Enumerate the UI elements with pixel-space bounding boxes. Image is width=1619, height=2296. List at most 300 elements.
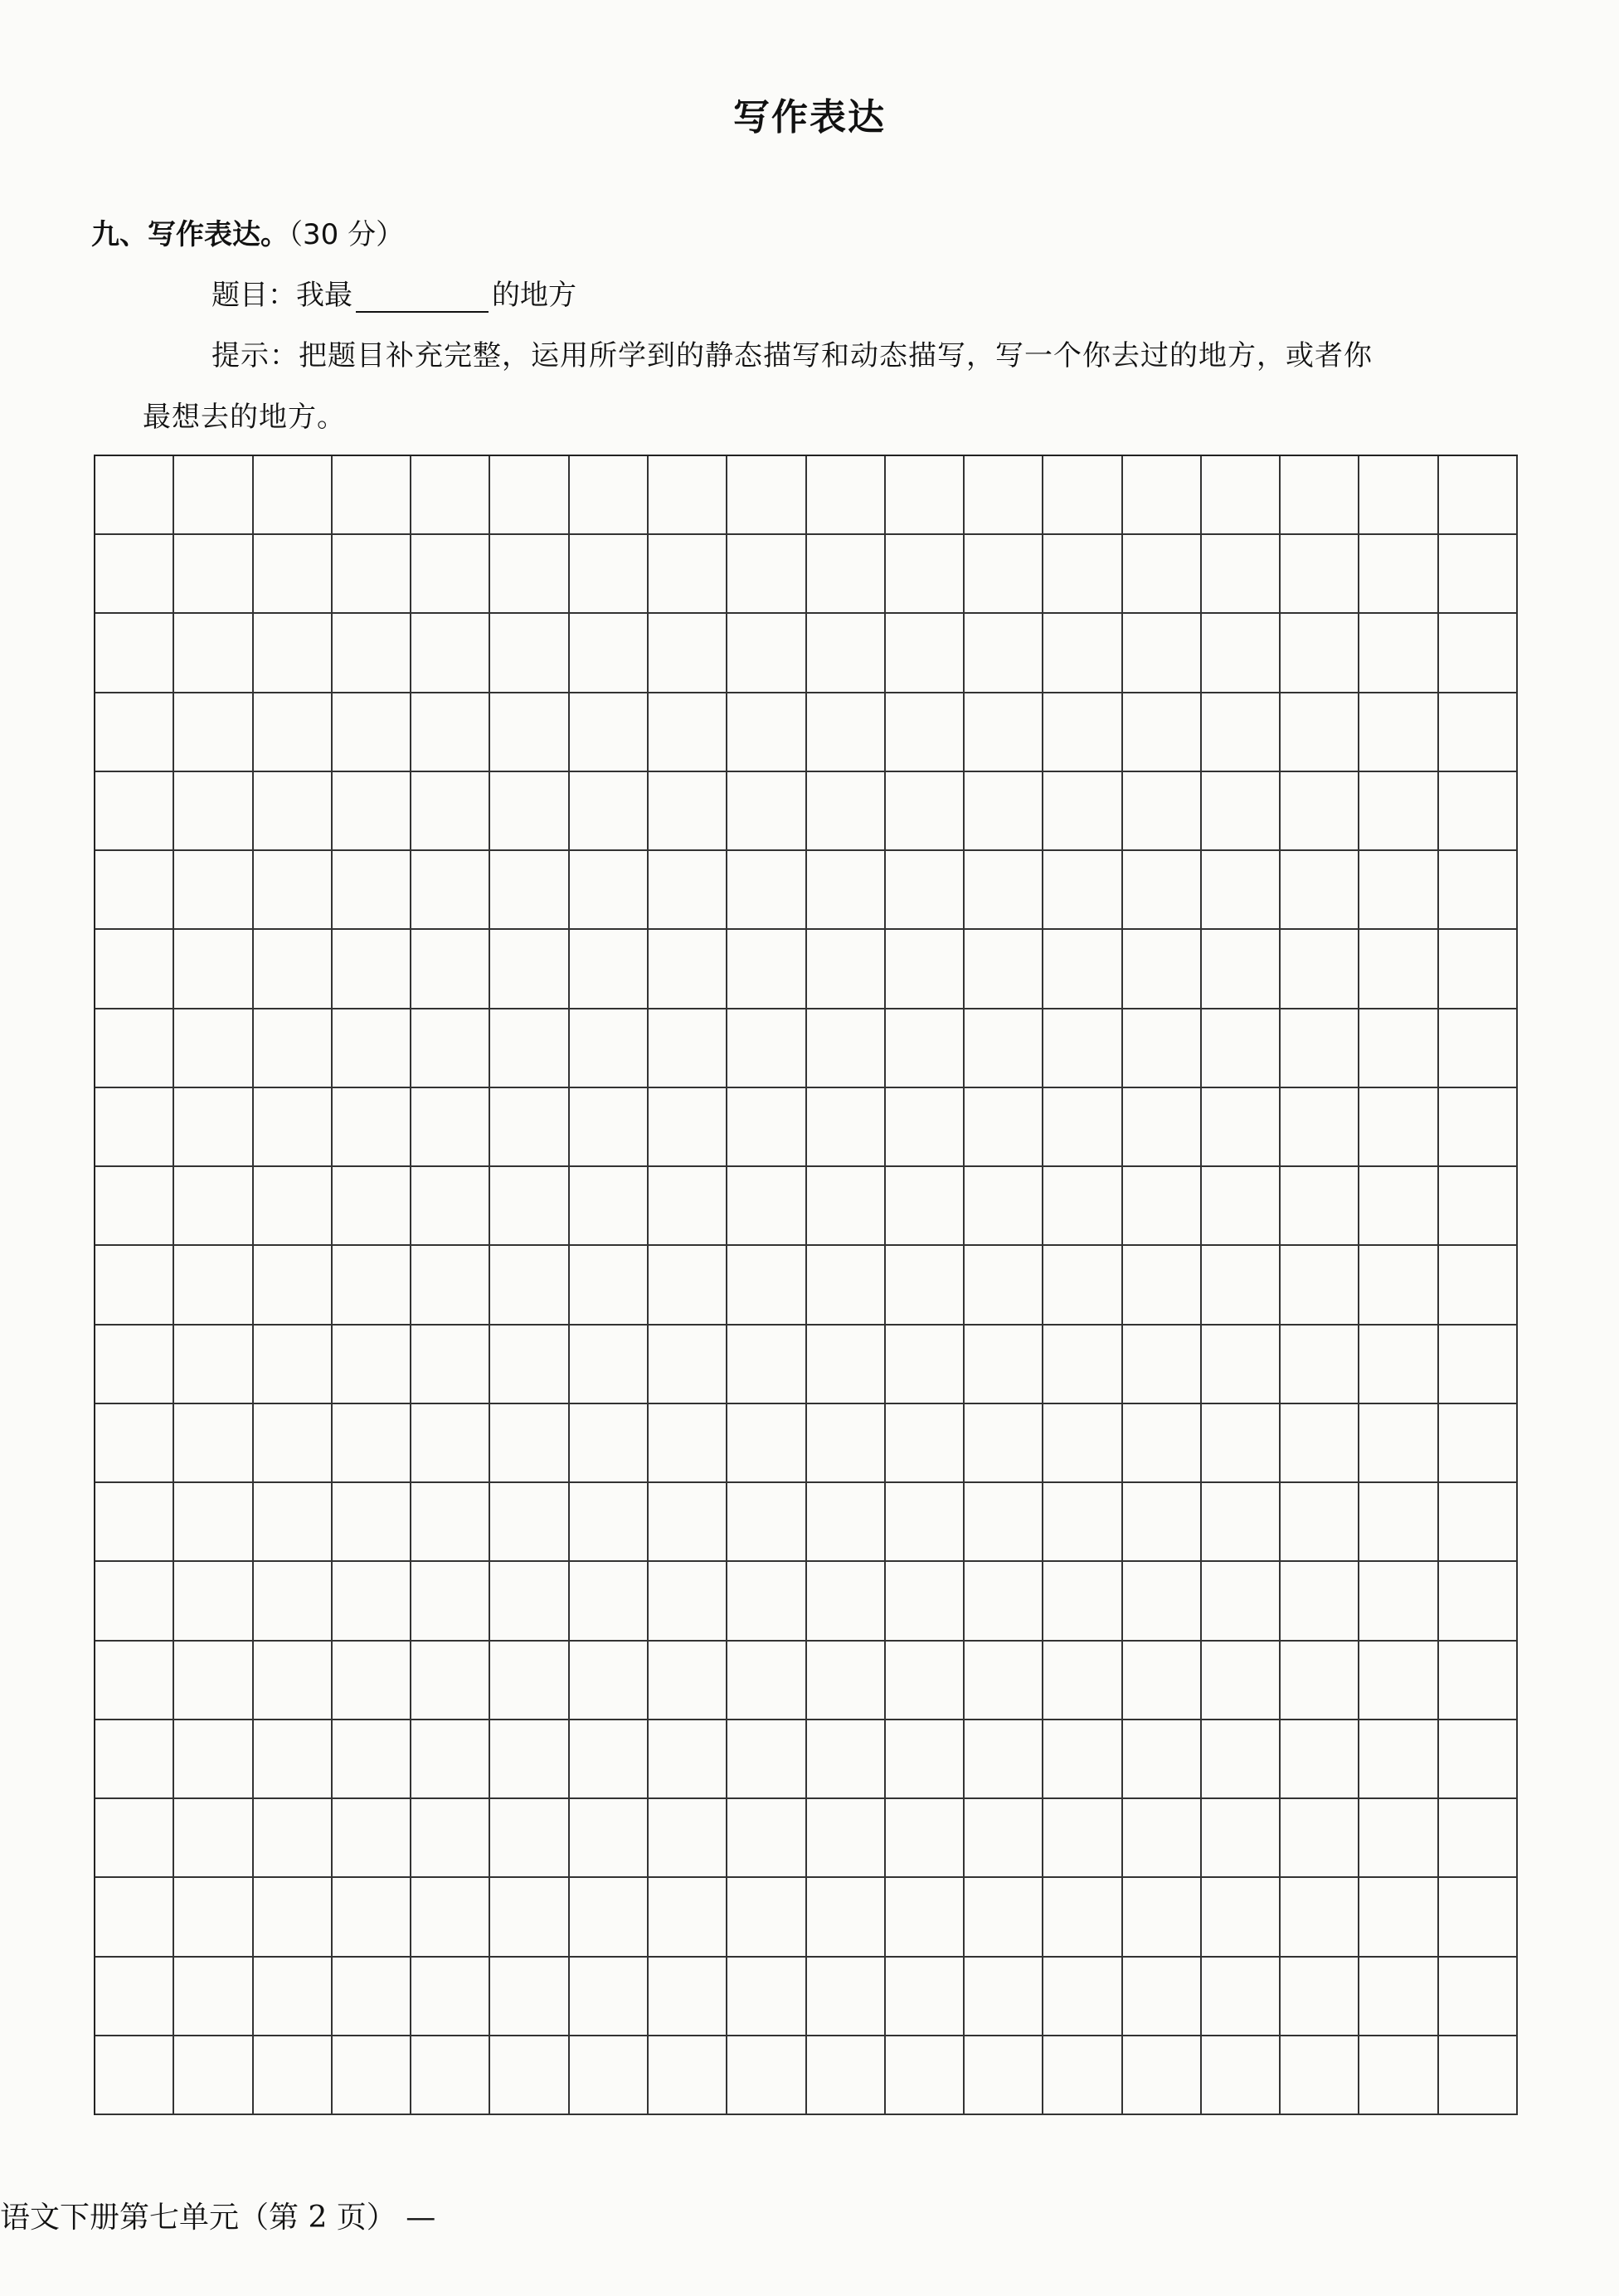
grid-cell[interactable] [727,1799,806,1878]
grid-cell[interactable] [649,1642,727,1720]
grid-cell[interactable] [1439,535,1518,614]
grid-cell[interactable] [965,1799,1043,1878]
topic-fill-blank[interactable] [356,281,489,313]
grid-cell[interactable] [174,1167,253,1246]
grid-cell[interactable] [333,1720,411,1799]
grid-cell[interactable] [807,1009,886,1088]
grid-cell[interactable] [1202,1404,1281,1483]
grid-cell[interactable] [570,456,649,535]
grid-cell[interactable] [886,1404,965,1483]
grid-cell[interactable] [570,1642,649,1720]
grid-cell[interactable] [1439,1720,1518,1799]
grid-cell[interactable] [411,772,490,851]
grid-cell[interactable] [174,456,253,535]
grid-cell[interactable] [95,851,174,930]
grid-cell[interactable] [1359,1167,1438,1246]
grid-cell[interactable] [807,1404,886,1483]
grid-cell[interactable] [1202,1720,1281,1799]
grid-cell[interactable] [1123,1642,1202,1720]
grid-cell[interactable] [95,535,174,614]
grid-cell[interactable] [1202,772,1281,851]
grid-cell[interactable] [1043,614,1122,693]
grid-cell[interactable] [95,1404,174,1483]
grid-cell[interactable] [965,456,1043,535]
grid-cell[interactable] [1043,772,1122,851]
grid-cell[interactable] [95,1167,174,1246]
grid-cell[interactable] [1123,2036,1202,2115]
grid-cell[interactable] [807,1720,886,1799]
grid-cell[interactable] [1281,1878,1359,1957]
grid-cell[interactable] [1043,1562,1122,1641]
grid-cell[interactable] [649,693,727,772]
grid-cell[interactable] [1202,930,1281,1009]
grid-cell[interactable] [1043,1009,1122,1088]
grid-cell[interactable] [490,1326,569,1404]
grid-cell[interactable] [886,1642,965,1720]
grid-cell[interactable] [965,1958,1043,2036]
grid-cell[interactable] [1123,1246,1202,1325]
grid-cell[interactable] [649,1246,727,1325]
grid-cell[interactable] [886,851,965,930]
grid-cell[interactable] [411,535,490,614]
grid-cell[interactable] [1202,1562,1281,1641]
grid-cell[interactable] [1043,1483,1122,1562]
grid-cell[interactable] [1202,614,1281,693]
grid-cell[interactable] [1202,1088,1281,1167]
grid-cell[interactable] [1439,614,1518,693]
grid-cell[interactable] [333,535,411,614]
grid-cell[interactable] [95,772,174,851]
grid-cell[interactable] [886,1483,965,1562]
grid-cell[interactable] [490,1483,569,1562]
grid-cell[interactable] [490,1642,569,1720]
grid-cell[interactable] [1359,1009,1438,1088]
grid-cell[interactable] [570,1483,649,1562]
grid-cell[interactable] [1439,1958,1518,2036]
grid-cell[interactable] [174,1088,253,1167]
grid-cell[interactable] [411,851,490,930]
grid-cell[interactable] [490,1167,569,1246]
grid-cell[interactable] [965,1483,1043,1562]
grid-cell[interactable] [174,1958,253,2036]
grid-cell[interactable] [174,851,253,930]
grid-cell[interactable] [411,693,490,772]
grid-cell[interactable] [1359,1483,1438,1562]
grid-cell[interactable] [727,851,806,930]
grid-cell[interactable] [95,693,174,772]
grid-cell[interactable] [1439,1088,1518,1167]
grid-cell[interactable] [174,1326,253,1404]
grid-cell[interactable] [727,1720,806,1799]
grid-cell[interactable] [649,1483,727,1562]
grid-cell[interactable] [254,1326,333,1404]
grid-cell[interactable] [333,1799,411,1878]
grid-cell[interactable] [1202,535,1281,614]
grid-cell[interactable] [649,1326,727,1404]
grid-cell[interactable] [254,1958,333,2036]
grid-cell[interactable] [1281,614,1359,693]
grid-cell[interactable] [570,1009,649,1088]
grid-cell[interactable] [886,1958,965,2036]
grid-cell[interactable] [1439,1009,1518,1088]
grid-cell[interactable] [1043,851,1122,930]
grid-cell[interactable] [1359,1642,1438,1720]
grid-cell[interactable] [1043,1720,1122,1799]
grid-cell[interactable] [254,1799,333,1878]
grid-cell[interactable] [254,851,333,930]
grid-cell[interactable] [570,1088,649,1167]
grid-cell[interactable] [95,1088,174,1167]
grid-cell[interactable] [1202,1246,1281,1325]
grid-cell[interactable] [174,1246,253,1325]
grid-cell[interactable] [411,1878,490,1957]
grid-cell[interactable] [886,1326,965,1404]
grid-cell[interactable] [649,1404,727,1483]
grid-cell[interactable] [254,1878,333,1957]
grid-cell[interactable] [411,1799,490,1878]
grid-cell[interactable] [1043,1799,1122,1878]
grid-cell[interactable] [570,851,649,930]
grid-cell[interactable] [727,772,806,851]
grid-cell[interactable] [174,1799,253,1878]
grid-cell[interactable] [1123,693,1202,772]
grid-cell[interactable] [333,456,411,535]
grid-cell[interactable] [570,1720,649,1799]
grid-cell[interactable] [807,1167,886,1246]
grid-cell[interactable] [886,1720,965,1799]
grid-cell[interactable] [1123,1562,1202,1641]
grid-cell[interactable] [1123,1799,1202,1878]
grid-cell[interactable] [1281,930,1359,1009]
grid-cell[interactable] [807,614,886,693]
grid-cell[interactable] [649,1009,727,1088]
grid-cell[interactable] [174,1642,253,1720]
grid-cell[interactable] [1359,693,1438,772]
grid-cell[interactable] [95,930,174,1009]
grid-cell[interactable] [570,1799,649,1878]
grid-cell[interactable] [95,1958,174,2036]
grid-cell[interactable] [570,1167,649,1246]
grid-cell[interactable] [254,1642,333,1720]
grid-cell[interactable] [1359,535,1438,614]
grid-cell[interactable] [1439,1167,1518,1246]
grid-cell[interactable] [411,456,490,535]
grid-cell[interactable] [965,1246,1043,1325]
grid-cell[interactable] [570,1562,649,1641]
grid-cell[interactable] [490,1878,569,1957]
grid-cell[interactable] [1043,693,1122,772]
grid-cell[interactable] [333,2036,411,2115]
grid-cell[interactable] [1043,2036,1122,2115]
grid-cell[interactable] [490,1720,569,1799]
grid-cell[interactable] [1439,1642,1518,1720]
grid-cell[interactable] [1281,1642,1359,1720]
grid-cell[interactable] [727,456,806,535]
grid-cell[interactable] [95,1878,174,1957]
grid-cell[interactable] [886,1088,965,1167]
grid-cell[interactable] [490,1404,569,1483]
grid-cell[interactable] [95,1326,174,1404]
grid-cell[interactable] [254,772,333,851]
grid-cell[interactable] [1359,1246,1438,1325]
grid-cell[interactable] [1202,456,1281,535]
grid-cell[interactable] [965,851,1043,930]
grid-cell[interactable] [490,1562,569,1641]
grid-cell[interactable] [333,1958,411,2036]
grid-cell[interactable] [886,930,965,1009]
grid-cell[interactable] [333,1642,411,1720]
grid-cell[interactable] [1202,1009,1281,1088]
grid-cell[interactable] [411,1246,490,1325]
grid-cell[interactable] [1202,1878,1281,1957]
grid-cell[interactable] [333,1878,411,1957]
grid-cell[interactable] [1281,772,1359,851]
grid-cell[interactable] [1123,930,1202,1009]
grid-cell[interactable] [1439,1246,1518,1325]
grid-cell[interactable] [886,1878,965,1957]
grid-cell[interactable] [1123,456,1202,535]
grid-cell[interactable] [1123,1167,1202,1246]
grid-cell[interactable] [886,614,965,693]
grid-cell[interactable] [1359,772,1438,851]
grid-cell[interactable] [1202,2036,1281,2115]
grid-cell[interactable] [254,930,333,1009]
grid-cell[interactable] [965,1878,1043,1957]
grid-cell[interactable] [1281,693,1359,772]
grid-cell[interactable] [807,1799,886,1878]
grid-cell[interactable] [1359,1720,1438,1799]
grid-cell[interactable] [965,1642,1043,1720]
grid-cell[interactable] [1439,2036,1518,2115]
grid-cell[interactable] [570,2036,649,2115]
grid-cell[interactable] [1202,693,1281,772]
grid-cell[interactable] [886,693,965,772]
grid-cell[interactable] [649,1799,727,1878]
grid-cell[interactable] [886,456,965,535]
grid-cell[interactable] [649,1562,727,1641]
grid-cell[interactable] [254,535,333,614]
grid-cell[interactable] [490,772,569,851]
grid-cell[interactable] [333,1088,411,1167]
grid-cell[interactable] [727,1483,806,1562]
grid-cell[interactable] [649,2036,727,2115]
grid-cell[interactable] [570,535,649,614]
grid-cell[interactable] [95,1246,174,1325]
grid-cell[interactable] [807,693,886,772]
grid-cell[interactable] [1281,1167,1359,1246]
grid-cell[interactable] [727,1878,806,1957]
grid-cell[interactable] [411,1088,490,1167]
grid-cell[interactable] [1123,1720,1202,1799]
grid-cell[interactable] [95,1799,174,1878]
grid-cell[interactable] [254,1009,333,1088]
grid-cell[interactable] [174,535,253,614]
grid-cell[interactable] [1123,1009,1202,1088]
grid-cell[interactable] [174,1404,253,1483]
grid-cell[interactable] [490,693,569,772]
grid-cell[interactable] [807,456,886,535]
grid-cell[interactable] [965,535,1043,614]
grid-cell[interactable] [254,693,333,772]
grid-cell[interactable] [1123,1483,1202,1562]
grid-cell[interactable] [886,772,965,851]
grid-cell[interactable] [1123,772,1202,851]
grid-cell[interactable] [490,456,569,535]
grid-cell[interactable] [333,1009,411,1088]
grid-cell[interactable] [333,1167,411,1246]
grid-cell[interactable] [254,1562,333,1641]
grid-cell[interactable] [965,1088,1043,1167]
grid-cell[interactable] [965,1326,1043,1404]
grid-cell[interactable] [1043,1088,1122,1167]
grid-cell[interactable] [886,535,965,614]
grid-cell[interactable] [1123,535,1202,614]
grid-cell[interactable] [727,1326,806,1404]
grid-cell[interactable] [174,772,253,851]
grid-cell[interactable] [333,930,411,1009]
grid-cell[interactable] [333,1404,411,1483]
grid-cell[interactable] [1281,1958,1359,2036]
grid-cell[interactable] [1359,1088,1438,1167]
grid-cell[interactable] [95,614,174,693]
grid-cell[interactable] [807,1246,886,1325]
grid-cell[interactable] [1359,930,1438,1009]
grid-cell[interactable] [490,1088,569,1167]
grid-cell[interactable] [886,2036,965,2115]
grid-cell[interactable] [333,772,411,851]
grid-cell[interactable] [1439,1562,1518,1641]
grid-cell[interactable] [1439,772,1518,851]
grid-cell[interactable] [1281,1326,1359,1404]
grid-cell[interactable] [649,1167,727,1246]
grid-cell[interactable] [1123,1326,1202,1404]
grid-cell[interactable] [807,1562,886,1641]
grid-cell[interactable] [727,1246,806,1325]
grid-cell[interactable] [570,1246,649,1325]
grid-cell[interactable] [1359,1326,1438,1404]
grid-cell[interactable] [254,456,333,535]
grid-cell[interactable] [649,1958,727,2036]
grid-cell[interactable] [174,2036,253,2115]
grid-cell[interactable] [490,1246,569,1325]
grid-cell[interactable] [727,535,806,614]
grid-cell[interactable] [965,772,1043,851]
grid-cell[interactable] [727,1562,806,1641]
grid-cell[interactable] [254,1167,333,1246]
grid-cell[interactable] [254,1404,333,1483]
grid-cell[interactable] [570,614,649,693]
grid-cell[interactable] [95,1642,174,1720]
grid-cell[interactable] [807,1878,886,1957]
grid-cell[interactable] [1439,456,1518,535]
grid-cell[interactable] [254,1088,333,1167]
grid-cell[interactable] [649,772,727,851]
grid-cell[interactable] [1359,614,1438,693]
grid-cell[interactable] [1043,456,1122,535]
grid-cell[interactable] [807,1642,886,1720]
grid-cell[interactable] [490,1958,569,2036]
grid-cell[interactable] [411,1483,490,1562]
grid-cell[interactable] [1439,851,1518,930]
grid-cell[interactable] [490,1799,569,1878]
grid-cell[interactable] [174,1562,253,1641]
grid-cell[interactable] [411,614,490,693]
grid-cell[interactable] [1043,1326,1122,1404]
grid-cell[interactable] [570,930,649,1009]
grid-cell[interactable] [174,1483,253,1562]
grid-cell[interactable] [411,1642,490,1720]
grid-cell[interactable] [254,614,333,693]
grid-cell[interactable] [1439,693,1518,772]
grid-cell[interactable] [1359,1562,1438,1641]
grid-cell[interactable] [411,1326,490,1404]
grid-cell[interactable] [1359,851,1438,930]
grid-cell[interactable] [174,1009,253,1088]
grid-cell[interactable] [807,1088,886,1167]
grid-cell[interactable] [1202,1642,1281,1720]
grid-cell[interactable] [254,1246,333,1325]
grid-cell[interactable] [727,1088,806,1167]
grid-cell[interactable] [649,1878,727,1957]
grid-cell[interactable] [807,851,886,930]
grid-cell[interactable] [649,614,727,693]
grid-cell[interactable] [1359,2036,1438,2115]
grid-cell[interactable] [411,1404,490,1483]
grid-cell[interactable] [1123,851,1202,930]
grid-cell[interactable] [490,2036,569,2115]
grid-cell[interactable] [95,1483,174,1562]
grid-cell[interactable] [490,930,569,1009]
grid-cell[interactable] [1043,1958,1122,2036]
grid-cell[interactable] [95,2036,174,2115]
grid-cell[interactable] [1359,1958,1438,2036]
grid-cell[interactable] [1123,1404,1202,1483]
grid-cell[interactable] [490,1009,569,1088]
grid-cell[interactable] [411,1167,490,1246]
grid-cell[interactable] [649,456,727,535]
grid-cell[interactable] [886,1246,965,1325]
grid-cell[interactable] [727,693,806,772]
grid-cell[interactable] [1043,930,1122,1009]
grid-cell[interactable] [570,1404,649,1483]
grid-cell[interactable] [95,1720,174,1799]
grid-cell[interactable] [965,2036,1043,2115]
grid-cell[interactable] [965,1720,1043,1799]
grid-cell[interactable] [807,2036,886,2115]
grid-cell[interactable] [1043,1642,1122,1720]
grid-cell[interactable] [174,693,253,772]
grid-cell[interactable] [965,930,1043,1009]
grid-cell[interactable] [807,1326,886,1404]
grid-cell[interactable] [727,614,806,693]
grid-cell[interactable] [727,2036,806,2115]
grid-cell[interactable] [333,851,411,930]
grid-cell[interactable] [1439,1326,1518,1404]
grid-cell[interactable] [1359,1799,1438,1878]
grid-cell[interactable] [1202,1483,1281,1562]
grid-cell[interactable] [1439,1878,1518,1957]
grid-cell[interactable] [570,693,649,772]
grid-cell[interactable] [649,1088,727,1167]
grid-cell[interactable] [1202,1799,1281,1878]
grid-cell[interactable] [1281,1720,1359,1799]
grid-cell[interactable] [1439,1483,1518,1562]
grid-cell[interactable] [965,1009,1043,1088]
grid-cell[interactable] [1439,1404,1518,1483]
grid-cell[interactable] [807,1958,886,2036]
grid-cell[interactable] [1202,851,1281,930]
grid-cell[interactable] [490,851,569,930]
